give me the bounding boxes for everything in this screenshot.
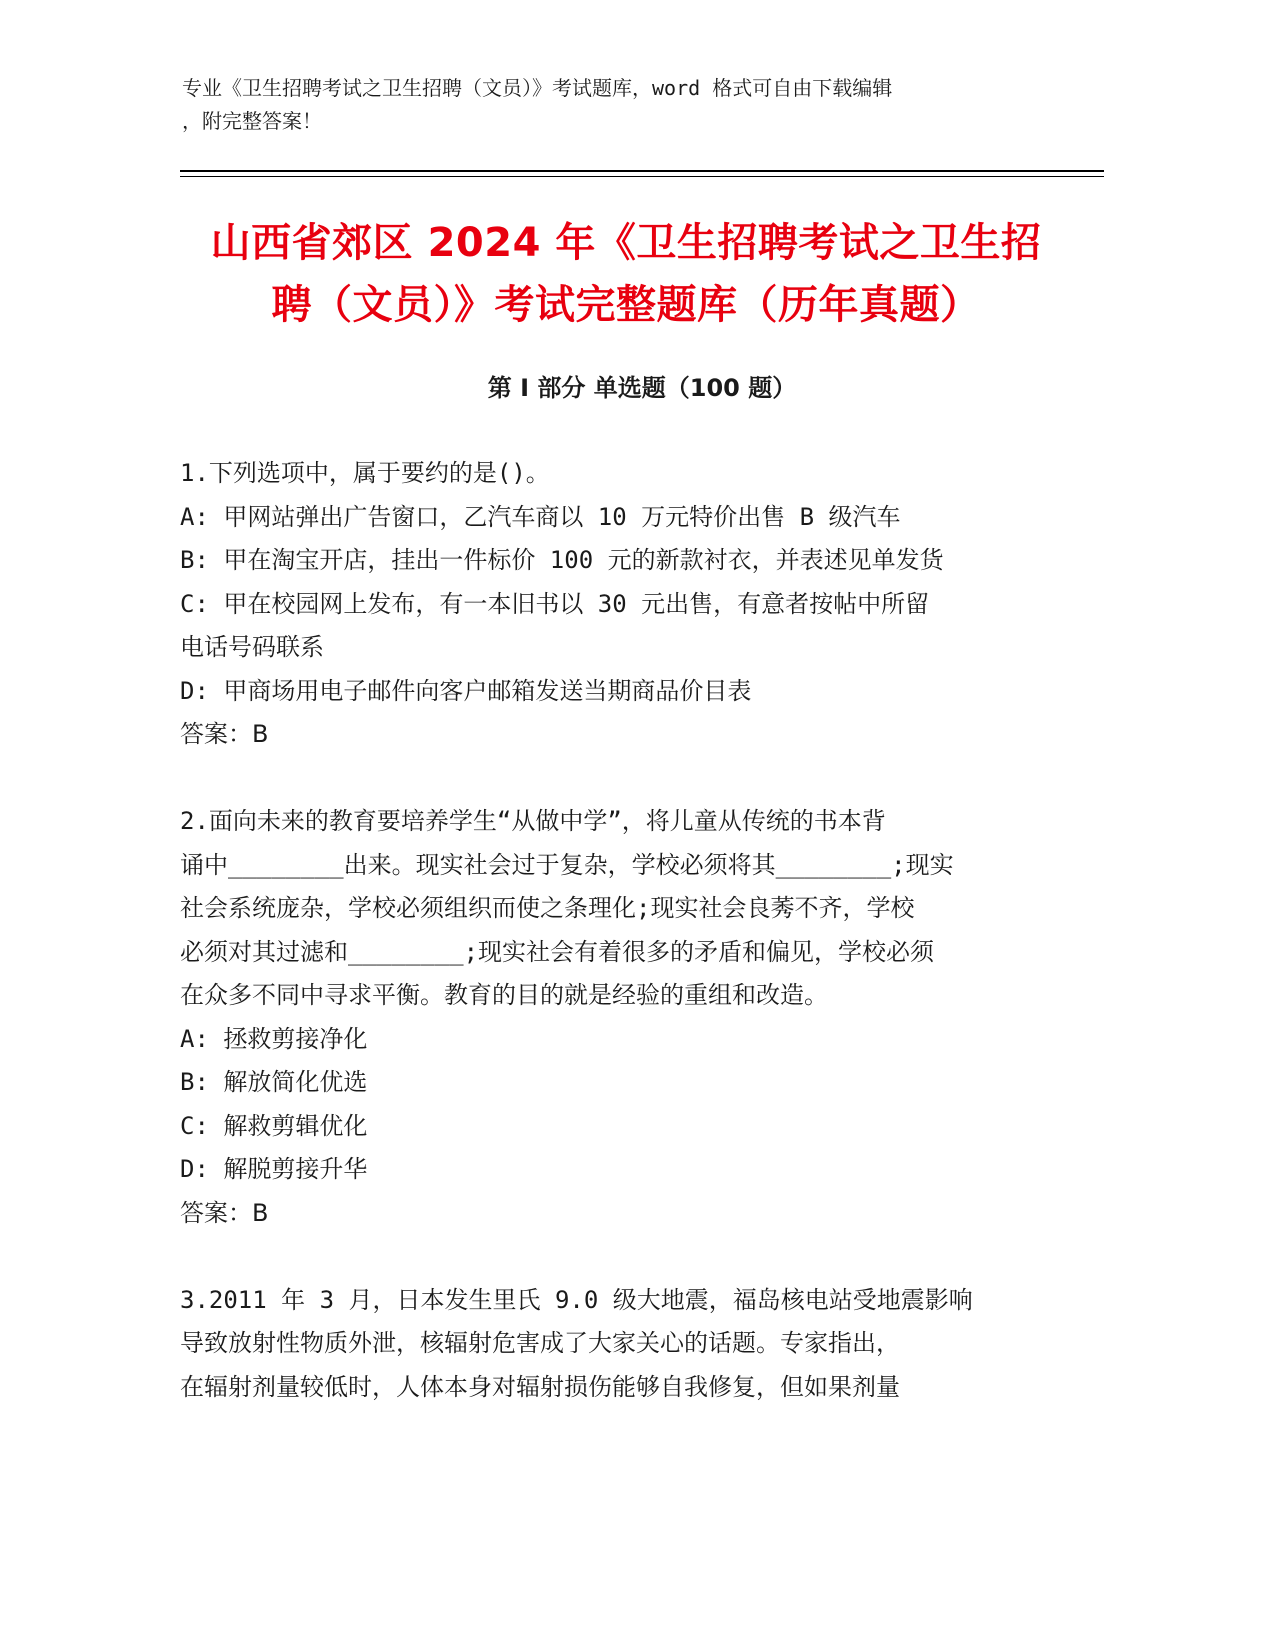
question-2 <box>180 800 1040 1235</box>
header-divider-thick <box>180 170 1104 172</box>
question-stem-line: 社会系统庞杂，学校必须组织而使之条理化;现实社会良莠不齐，学校 <box>180 894 915 922</box>
option-a: A: 甲网站弹出广告窗口，乙汽车商以 10 万元特价出售 B 级汽车 <box>180 502 901 531</box>
option-a: A: 拯救剪接净化 <box>180 1024 368 1053</box>
section-title: 第 I 部分 单选题（100 题） <box>487 374 797 402</box>
document-title-line-2: 聘（文员）》考试完整题库（历年真题） <box>271 282 981 328</box>
option-d: D: 解脱剪接升华 <box>180 1155 368 1183</box>
question-stem-line: 在辐射剂量较低时，人体本身对辐射损伤能够自我修复，但如果剂量 <box>180 1372 900 1401</box>
question-stem-line: 在众多不同中寻求平衡。教育的目的就是经验的重组和改造。 <box>180 981 828 1009</box>
question-stem-line: 1.下列选项中，属于要约的是()。 <box>180 459 550 487</box>
question-list <box>180 452 1040 1453</box>
question-stem-line: 诵中________出来。现实社会过于复杂，学校必须将其________;现实 <box>180 850 954 879</box>
question-stem-line: 3.2011 年 3 月，日本发生里氏 9.0 级大地震，福岛核电站受地震影响 <box>180 1285 973 1314</box>
question-3 <box>180 1279 1040 1410</box>
answer: 答案：B <box>180 720 269 748</box>
option-c: C: 甲在校园网上发布，有一本旧书以 30 元出售，有意者按帖中所留 <box>180 589 930 618</box>
document-title-line-1: 山西省郊区 2024 年《卫生招聘考试之卫生招 <box>210 220 1042 266</box>
option-d: D: 甲商场用电子邮件向客户邮箱发送当期商品价目表 <box>180 676 752 705</box>
option-b: B: 甲在淘宝开店，挂出一件标价 100 元的新款衬衣，并表述见单发货 <box>180 546 944 574</box>
question-stem-line: 2.面向未来的教育要培养学生“从做中学”，将儿童从传统的书本背 <box>180 807 886 835</box>
option-c-continued: 电话号码联系 <box>180 633 324 661</box>
header-note <box>182 72 1042 138</box>
header-note-line-2: ，附完整答案！ <box>182 109 322 133</box>
header-note-line-1: 专业《卫生招聘考试之卫生招聘（文员）》考试题库，word 格式可自由下载编辑 <box>182 76 893 100</box>
question-stem-line: 导致放射性物质外泄，核辐射危害成了大家关心的话题。专家指出， <box>180 1329 900 1357</box>
question-stem-line: 必须对其过滤和________;现实社会有着很多的矛盾和偏见，学校必须 <box>180 937 935 966</box>
document-title <box>176 212 1076 336</box>
option-b: B: 解放简化优选 <box>180 1068 368 1096</box>
question-1 <box>180 452 1040 757</box>
option-c: C: 解救剪辑优化 <box>180 1111 368 1140</box>
header-divider-thin <box>180 176 1104 177</box>
answer: 答案：B <box>180 1198 269 1227</box>
